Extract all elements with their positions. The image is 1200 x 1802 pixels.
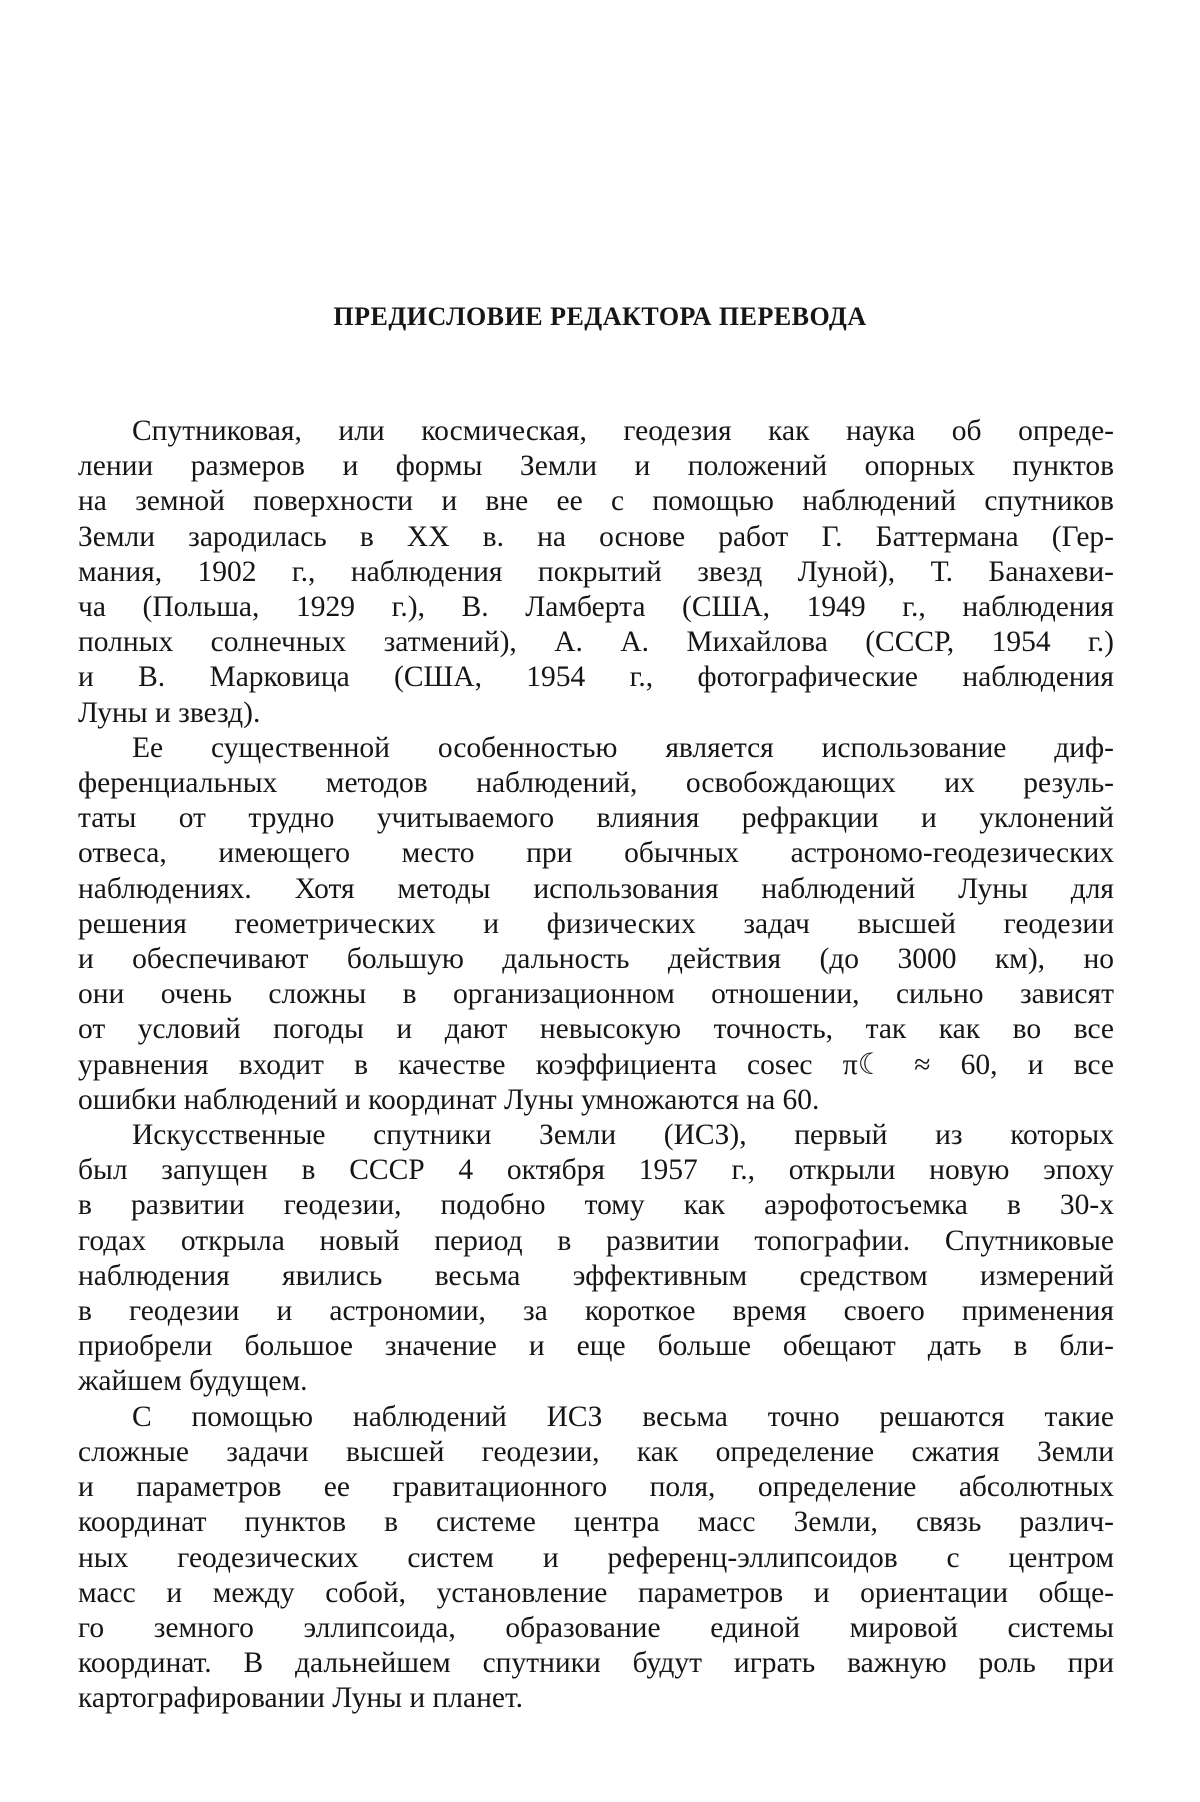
page-heading: ПРЕДИСЛОВИЕ РЕДАКТОРА ПЕРЕВОДА	[333, 302, 867, 331]
text-line: приобрели большое значение и еще больше обещают дать в бли-	[78, 1330, 1114, 1363]
text-line: был запущен в СССР 4 октября 1957 г., открыли новую эпоху	[78, 1154, 1114, 1187]
text-line: от условий погоды и дают невысокую точность, так как во все	[78, 1013, 1114, 1046]
paragraph-4	[78, 1400, 1114, 1717]
text-line: координат пунктов в системе центра масс Земли, связь различ-	[78, 1506, 1114, 1539]
paragraph-3	[78, 1118, 1114, 1400]
text-line: таты от трудно учитываемого влияния рефракции и уклонений	[78, 802, 1114, 835]
text-line: они очень сложны в организационном отношении, сильно зависят	[78, 978, 1114, 1011]
text-line: на земной поверхности и вне ее с помощью наблюдений спутников	[78, 485, 1114, 518]
text-line: решения геометрических и физических задач высшей геодезии	[78, 907, 1114, 940]
text-line: Земли зародилась в XX в. на основе работ Г. Баттермана (Гер-	[78, 520, 1114, 553]
body-text	[78, 414, 1114, 1717]
text-line: сложные задачи высшей геодезии, как определение сжатия Земли	[78, 1435, 1114, 1468]
text-line: и В. Марковица (США, 1954 г., фотографические наблюдения	[78, 661, 1114, 694]
text-line: уравнения входит в качестве коэффициента cosec π☾ ≈ 60, и все	[78, 1048, 1114, 1081]
text-line: Искусственные спутники Земли (ИСЗ), первый из которых	[132, 1119, 1114, 1152]
text-line: ференциальных методов наблюдений, освобождающих их резуль-	[78, 767, 1114, 800]
paragraph-1	[78, 414, 1114, 731]
text-line: Спутниковая, или космическая, геодезия как наука об опреде-	[132, 415, 1114, 447]
text-line: жайшем будущем.	[78, 1365, 308, 1398]
text-line: и параметров ее гравитационного поля, определение абсолютных	[78, 1471, 1114, 1504]
text-line: наблюдения явились весьма эффективным средством измерений	[78, 1259, 1114, 1292]
text-line: Луны и звезд).	[78, 696, 261, 729]
text-line: в геодезии и астрономии, за короткое время своего применения	[78, 1295, 1114, 1328]
text-line: отвеса, имеющего место при обычных астрономо-геодезических	[78, 837, 1114, 870]
text-line: наблюдениях. Хотя методы использования наблюдений Луны для	[78, 872, 1114, 905]
text-line: годах открыла новый период в развитии топографии. Спутниковые	[78, 1224, 1114, 1257]
text-line: го земного эллипсоида, образование единой мировой системы	[78, 1611, 1114, 1644]
text-line: мания, 1902 г., наблюдения покрытий звезд Луной), Т. Банахеви-	[78, 555, 1114, 588]
text-line: ошибки наблюдений и координат Луны умножаются на 60.	[78, 1083, 820, 1116]
text-line: картографировании Луны и планет.	[78, 1682, 524, 1715]
text-line: Ее существенной особенностью является использование диф-	[132, 731, 1114, 764]
text-line: ча (Польша, 1929 г.), В. Ламберта (США, 1949 г., наблюдения	[78, 591, 1114, 624]
text-line: С помощью наблюдений ИСЗ весьма точно решаются такие	[132, 1400, 1114, 1433]
text-line: полных солнечных затмений), А. А. Михайлова (СССР, 1954 г.)	[78, 626, 1114, 659]
text-line: масс и между собой, установление параметров и ориентации обще-	[78, 1576, 1114, 1609]
text-line: координат. В дальнейшем спутники будут играть важную роль при	[78, 1647, 1114, 1680]
paragraph-2	[78, 731, 1114, 1118]
text-line: ных геодезических систем и референц-эллипсоидов с центром	[78, 1541, 1114, 1574]
text-line: и обеспечивают большую дальность действия (до 3000 км), но	[78, 943, 1114, 976]
text-line: в развитии геодезии, подобно тому как аэрофотосъемка в 30-х	[78, 1189, 1114, 1222]
text-line: лении размеров и формы Земли и положений опорных пунктов	[78, 450, 1114, 483]
